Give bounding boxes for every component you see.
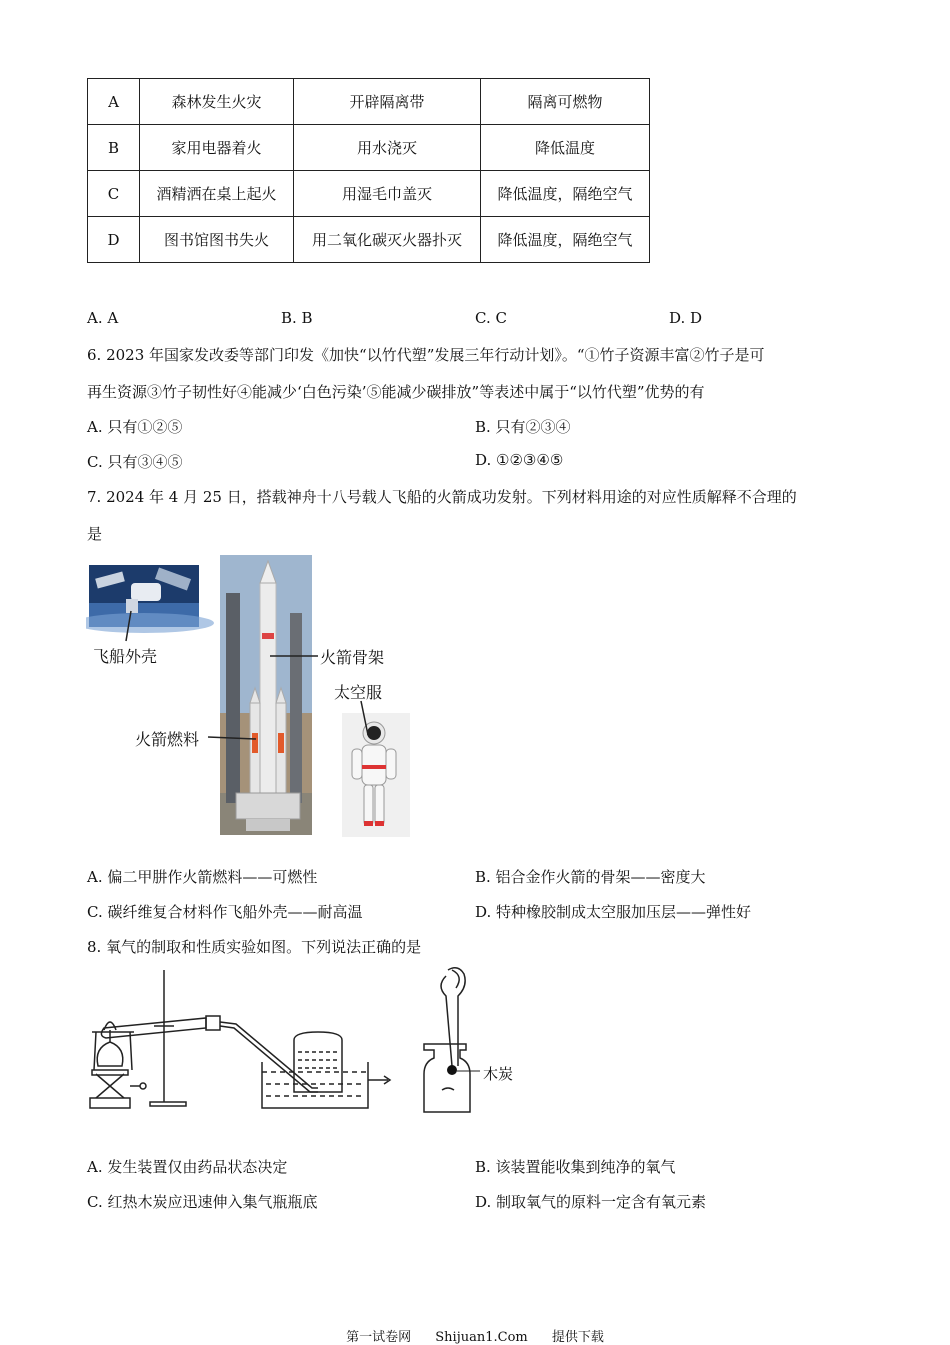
q5-option-a: A. A <box>87 309 119 327</box>
label-rocket-fuel: 火箭燃料 <box>135 730 200 749</box>
q5-option-b: B. B <box>281 309 313 327</box>
astronaut-image <box>342 713 410 837</box>
q6-stem-line2: 再生资源③竹子韧性好④能减少‘白色污染’⑤能减少碳排放”等表述中属于“以竹代塑”优势的有 <box>87 383 705 401</box>
q5-option-c: C. C <box>475 309 507 327</box>
charcoal-dot <box>447 1065 457 1075</box>
q8-option-d: D. 制取氧气的原料一定含有氧元素 <box>475 1193 707 1211</box>
table-cell: 降低温度，隔绝空气 <box>481 171 650 217</box>
table-cell: 用水浇灭 <box>294 125 481 171</box>
label-rocket-frame: 火箭骨架 <box>320 648 385 667</box>
q8-stem: 8. 氧气的制取和性质实验如图。下列说法正确的是 <box>87 938 422 956</box>
table-cell: D <box>88 217 140 263</box>
table-cell: C <box>88 171 140 217</box>
footer-note: 提供下载 <box>551 1330 604 1345</box>
table-cell: 降低温度 <box>481 125 650 171</box>
footer-site-name: 第一试卷网 <box>346 1330 412 1345</box>
fire-table <box>87 78 650 263</box>
q5-option-d: D. D <box>669 309 703 327</box>
label-space-suit: 太空服 <box>334 683 383 702</box>
q6-option-d: D. ①②③④⑤ <box>475 451 564 469</box>
table-cell: 酒精洒在桌上起火 <box>140 171 294 217</box>
q6-option-b: B. 只有②③④ <box>475 418 571 436</box>
label-charcoal: 木炭 <box>483 1065 514 1083</box>
q7-option-c: C. 碳纤维复合材料作飞船外壳——耐高温 <box>87 903 363 921</box>
table-cell: A <box>88 79 140 125</box>
q8-option-b: B. 该装置能收集到纯净的氧气 <box>475 1158 676 1176</box>
table-cell: 森林发生火灾 <box>140 79 294 125</box>
table-cell: 开辟隔离带 <box>294 79 481 125</box>
label-spacecraft-shell: 飞船外壳 <box>93 647 158 666</box>
table-cell: 家用电器着火 <box>140 125 294 171</box>
q7-option-b: B. 铝合金作火箭的骨架——密度大 <box>475 868 706 886</box>
table-cell: 降低温度，隔绝空气 <box>481 217 650 263</box>
table-cell: B <box>88 125 140 171</box>
q6-option-c: C. 只有③④⑤ <box>87 453 183 471</box>
table-row <box>88 79 650 125</box>
footer-domain[interactable]: Shijuan1.Com <box>435 1330 528 1345</box>
q8-option-a: A. 发生装置仅由药品状态决定 <box>87 1158 288 1176</box>
page-footer <box>0 1326 950 1345</box>
table-cell: 用二氧化碳灭火器扑灭 <box>294 217 481 263</box>
q7-option-d: D. 特种橡胶制成太空服加压层——弹性好 <box>475 903 752 921</box>
q7-stem-line1: 7. 2024 年 4 月 25 日，搭载神舟十八号载人飞船的火箭成功发射。下列材料用途的对应性质解释不合理的 <box>87 488 797 506</box>
q7-stem-line2: 是 <box>87 525 103 543</box>
q8-option-c: C. 红热木炭应迅速伸入集气瓶瓶底 <box>87 1193 318 1211</box>
table-cell: 隔离可燃物 <box>481 79 650 125</box>
table-row <box>88 217 650 263</box>
q7-option-a: A. 偏二甲肼作火箭燃料——可燃性 <box>87 868 318 886</box>
spacecraft-image <box>86 565 214 633</box>
table-row <box>88 125 650 171</box>
table-cell: 图书馆图书失火 <box>140 217 294 263</box>
table-cell: 用湿毛巾盖灭 <box>294 171 481 217</box>
oxygen-apparatus-figure <box>86 966 506 1118</box>
rocket-image <box>220 555 312 835</box>
q6-stem-line1: 6. 2023 年国家发改委等部门印发《加快“以竹代塑”发展三年行动计划》。“①竹子资源丰富②竹子是可 <box>87 346 765 364</box>
q6-option-a: A. 只有①②⑤ <box>87 418 183 436</box>
table-row <box>88 171 650 217</box>
